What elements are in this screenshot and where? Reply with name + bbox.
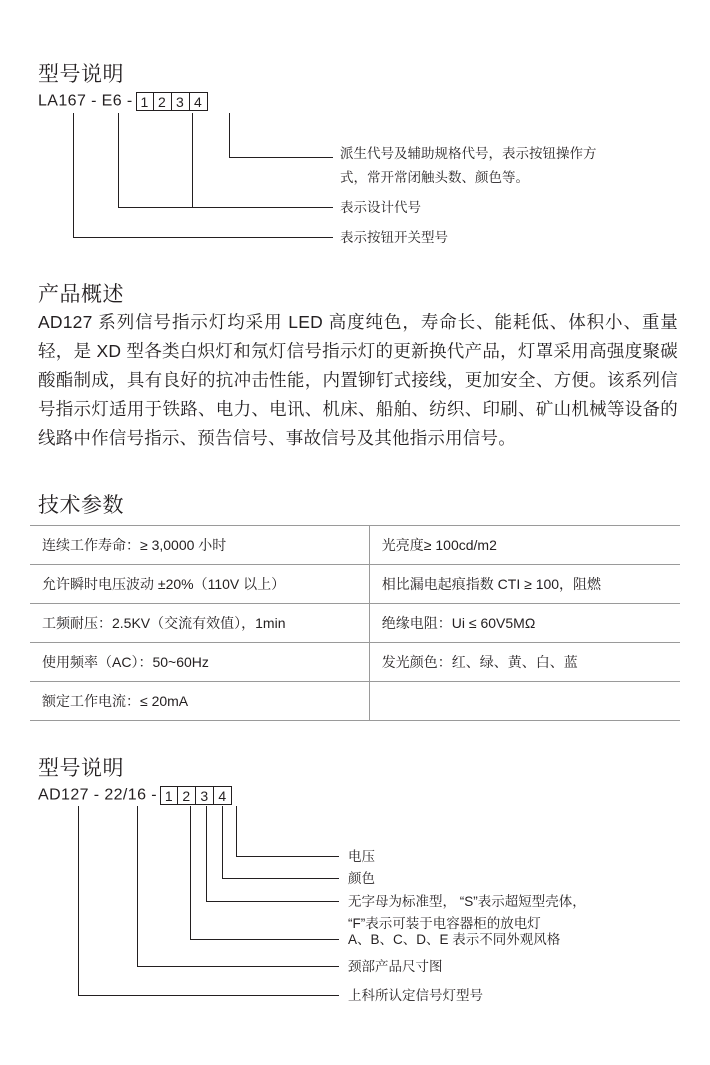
model-code-prefix-2: AD127 - 22/16 - bbox=[38, 786, 157, 804]
code-box-2: 2 bbox=[178, 786, 196, 805]
table-row bbox=[30, 682, 680, 721]
spec-cell-right: 相比漏电起痕指数 CTI ≥ 100，阻燃 bbox=[369, 565, 680, 604]
leader-line-v-1a bbox=[229, 113, 230, 157]
code-box-3: 3 bbox=[172, 92, 190, 111]
spec-cell-right: 光亮度≥ 100cd/m2 bbox=[369, 526, 680, 565]
leader-line-v-2b bbox=[222, 806, 223, 878]
model-note-2-4: “F”表示可装于电容器柜的放电灯 bbox=[348, 916, 541, 931]
spec-cell-right: 绝缘电阻：Ui ≤ 60V5MΩ bbox=[369, 604, 680, 643]
leader-line-h-2a bbox=[236, 856, 339, 857]
model-note-2-1: 电压 bbox=[348, 849, 375, 864]
spec-cell-left: 使用频率（AC）：50~60Hz bbox=[30, 643, 369, 682]
code-box-1: 1 bbox=[136, 92, 154, 111]
model-note-1-1: 派生代号及辅助规格代号，表示按钮操作方 bbox=[340, 146, 597, 161]
code-box-4: 4 bbox=[214, 786, 232, 805]
table-row bbox=[30, 643, 680, 682]
model-code-row-1 bbox=[38, 92, 208, 111]
leader-line-h-1c bbox=[118, 207, 193, 208]
overview-paragraph: AD127 系列信号指示灯均采用 LED 高度纯色，寿命长、能耗低、体积小、重量轻，是 XD 型各类白炽灯和氖灯信号指示灯的更新换代产品，灯罩采用高强度聚碳酸酯制成，具有良好的抗冲击性能，内置铆钉式接线，更加安全、方便。该系列信号指示灯适用于铁路、电力、电讯、机床、船舶、纺织、印刷、矿山机械等设备的线路中作信号指示、预告信号、事故信号及其他指示用信号。 bbox=[38, 312, 678, 448]
leader-line-v-2a bbox=[236, 806, 237, 856]
leader-line-h-1b bbox=[192, 207, 333, 208]
code-box-2: 2 bbox=[154, 92, 172, 111]
leader-line-h-2c bbox=[206, 901, 339, 902]
spec-cell-right bbox=[369, 682, 680, 721]
leader-line-h-2d bbox=[190, 939, 339, 940]
code-box-1: 1 bbox=[160, 786, 178, 805]
table-row bbox=[30, 604, 680, 643]
model-code-boxes-1 bbox=[136, 92, 208, 111]
section-title-overview: 产品概述 bbox=[38, 283, 124, 306]
code-box-3: 3 bbox=[196, 786, 214, 805]
model-note-2-3: 无字母为标准型， “S”表示超短型壳体， bbox=[348, 894, 586, 909]
model-note-1-2: 式，常开常闭触头数、颜色等。 bbox=[340, 170, 529, 185]
spec-cell-left: 额定工作电流：≤ 20mA bbox=[30, 682, 369, 721]
leader-line-v-2e bbox=[137, 806, 138, 966]
section-title-model-desc-2: 型号说明 bbox=[38, 757, 124, 780]
leader-line-h-2f bbox=[78, 995, 339, 996]
table-row bbox=[30, 526, 680, 565]
model-code-row-2 bbox=[38, 786, 232, 805]
leader-line-h-2e bbox=[137, 966, 339, 967]
model-note-2-2: 颜色 bbox=[348, 871, 375, 886]
section-title-model-desc-1: 型号说明 bbox=[38, 63, 124, 86]
leader-line-v-2c bbox=[206, 806, 207, 901]
model-code-boxes-2 bbox=[160, 786, 232, 805]
model-note-2-7: 上科所认定信号灯型号 bbox=[348, 988, 483, 1003]
leader-line-v-1c bbox=[118, 113, 119, 207]
spec-cell-left: 连续工作寿命：≥ 3,0000 小时 bbox=[30, 526, 369, 565]
code-box-4: 4 bbox=[190, 92, 208, 111]
leader-line-h-1d bbox=[73, 237, 333, 238]
spec-cell-right: 发光颜色：红、绿、黄、白、蓝 bbox=[369, 643, 680, 682]
model-code-prefix-1: LA167 - E6 - bbox=[38, 92, 133, 110]
model-note-1-4: 表示按钮开关型号 bbox=[340, 230, 448, 245]
leader-line-v-2f bbox=[78, 806, 79, 995]
leader-line-v-1b bbox=[192, 113, 193, 207]
spec-cell-left: 工频耐压：2.5KV（交流有效值），1min bbox=[30, 604, 369, 643]
leader-line-h-1a bbox=[229, 157, 333, 158]
table-row bbox=[30, 565, 680, 604]
spec-table bbox=[30, 525, 680, 721]
section-title-specs: 技术参数 bbox=[38, 494, 124, 517]
model-note-2-6: 颈部产品尺寸图 bbox=[348, 959, 443, 974]
model-note-1-3: 表示设计代号 bbox=[340, 200, 421, 215]
model-note-2-5: A、B、C、D、E 表示不同外观风格 bbox=[348, 932, 561, 947]
spec-cell-left: 允许瞬时电压波动 ±20%（110V 以上） bbox=[30, 565, 369, 604]
leader-line-h-2b bbox=[222, 878, 339, 879]
leader-line-v-1d bbox=[73, 113, 74, 237]
leader-line-v-2d bbox=[190, 806, 191, 939]
